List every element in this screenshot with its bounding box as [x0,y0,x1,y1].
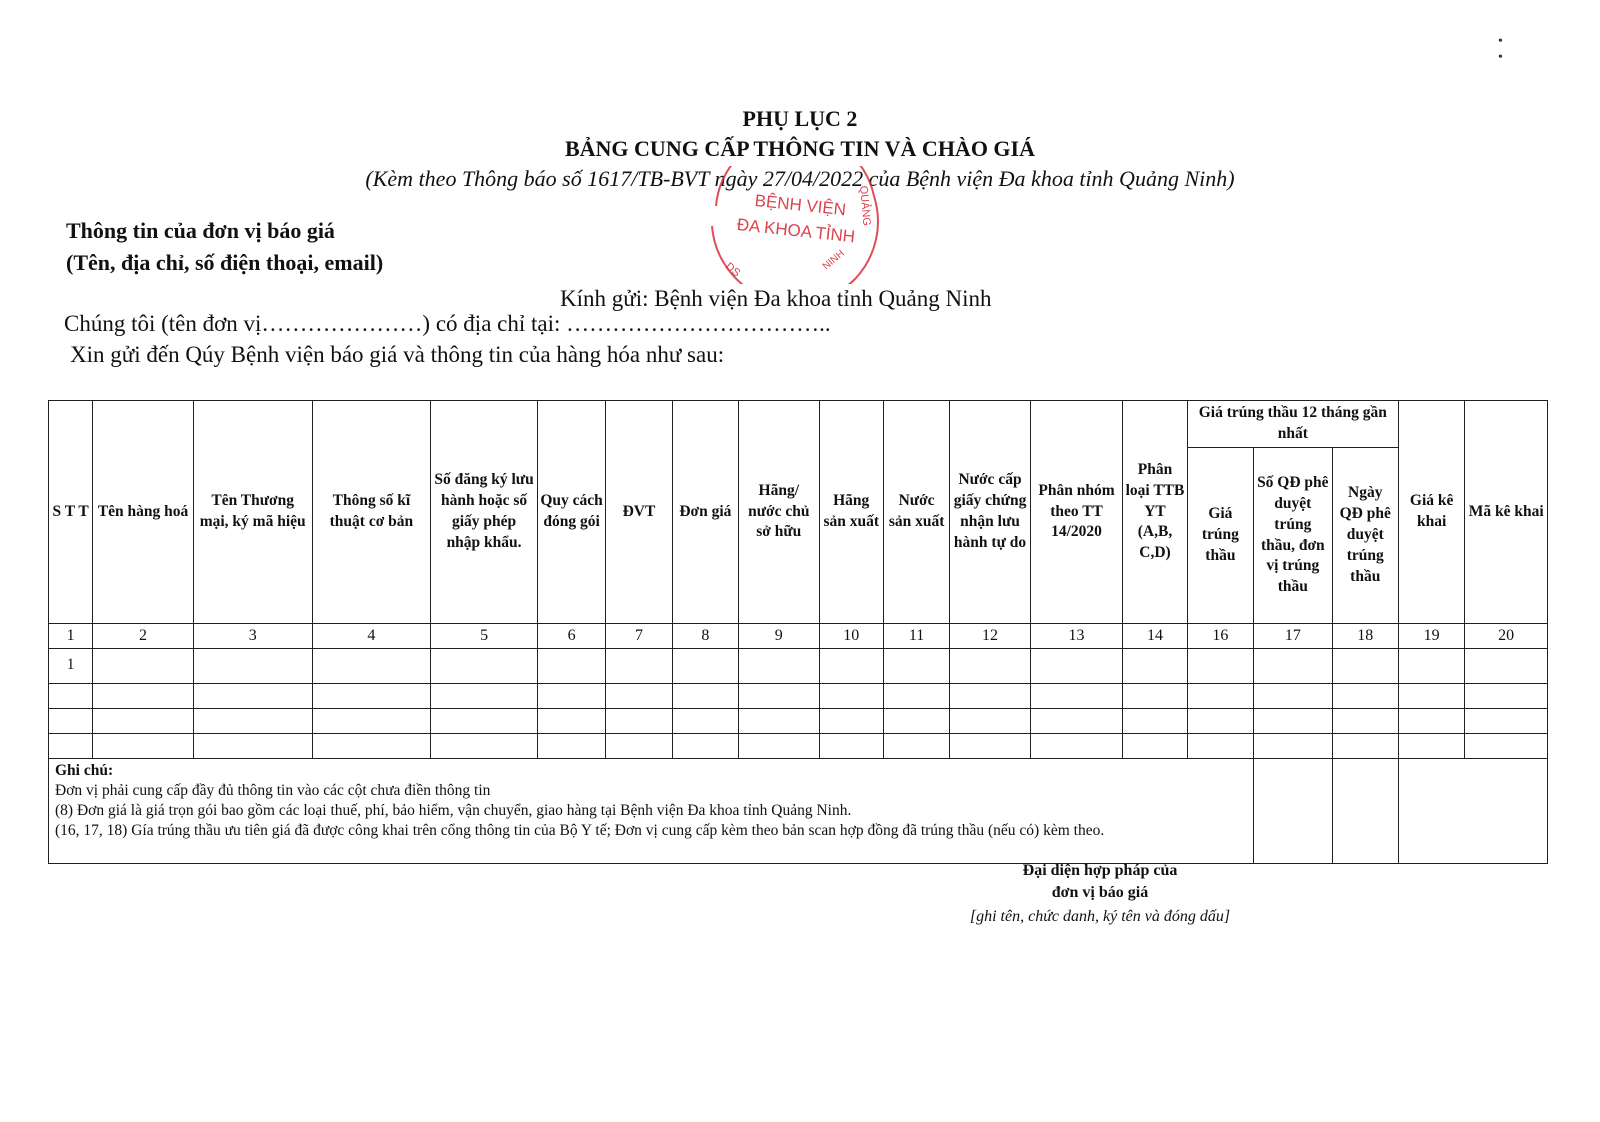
column-number: 16 [1187,624,1253,649]
column-number: 11 [883,624,949,649]
column-number: 4 [312,624,431,649]
header-winning-price-group: Giá trúng thầu 12 tháng gần nhất [1187,401,1398,448]
page-subtitle: (Kèm theo Thông báo số 1617/TB-BVT ngày 27/04/2022 của Bệnh viện Đa khoa tỉnh Quảng Ninh) [365,166,1235,191]
row-stt: 1 [49,648,93,683]
column-number: 9 [739,624,819,649]
column-number-row [49,624,1548,649]
column-number: 7 [606,624,672,649]
header-country-of-manufacture: Nước sản xuất [883,401,949,624]
signature-instruction: [ghi tên, chức danh, ký tên và đóng dấu] [969,908,1231,925]
column-number: 17 [1254,624,1332,649]
hospital-stamp [706,166,882,284]
table-row [49,648,1548,683]
header-free-sale-country: Nước cấp giấy chứng nhận lưu hành tự do [950,401,1030,624]
supplier-info-hint: (Tên, địa chỉ, số điện thoại, email) [66,250,384,275]
column-number: 13 [1030,624,1123,649]
supplier-name-line: Chúng tôi (tên đơn vị…………………) có địa chỉ tại: …………………………….. [64,311,831,336]
column-number: 5 [431,624,538,649]
scan-marks: • • [1498,34,1533,65]
header-product-name: Tên hàng hoá [93,401,194,624]
notes-title: Ghi chú: [55,761,114,779]
column-number: 20 [1465,624,1548,649]
addressee: Kính gửi: Bệnh viện Đa khoa tỉnh Quảng Ninh [560,286,992,311]
header-owner-brand: Hãng/ nước chủ sở hữu [739,401,819,624]
column-number: 3 [193,624,312,649]
column-number: 12 [950,624,1030,649]
note-line: Đơn vị phải cung cấp đầy đủ thông tin vào các cột chưa điền thông tin [55,781,491,799]
note-line: (8) Đơn giá là giá trọn gói bao gồm các loại thuế, phí, bảo hiểm, vận chuyển, giao hàng tại Bệnh viện Đa khoa tỉnh Quảng Ninh. [55,801,852,819]
header-winning-price: Giá trúng thầu [1187,448,1253,624]
header-declaration-code: Mã kê khai [1465,401,1548,624]
quotation-table [48,400,1548,864]
header-row-1 [49,401,1548,448]
header-trade-name: Tên Thương mại, ký mã hiệu [193,401,312,624]
header-award-decision-date: Ngày QĐ phê duyệt trúng thầu [1332,448,1398,624]
column-number: 6 [537,624,605,649]
header-unit: ĐVT [606,401,672,624]
appendix-label: PHỤ LỤC 2 [742,106,858,131]
signature-subtitle: đơn vị báo giá [1051,884,1149,901]
page-title: BẢNG CUNG CẤP THÔNG TIN VÀ CHÀO GIÁ [564,136,1035,161]
header-award-decision-no: Số QĐ phê duyệt trúng thầu, đơn vị trúng thầu [1254,448,1332,624]
table-row [49,683,1548,708]
header-stt: S T T [49,401,93,624]
column-number: 14 [1123,624,1187,649]
stamp-line2: ĐA KHOA TỈNH [735,215,856,247]
header-specs: Thông số kĩ thuật cơ bản [312,401,431,624]
header-manufacturer: Hãng sản xuất [819,401,883,624]
notes-cell [49,758,1254,863]
column-number: 1 [49,624,93,649]
note-line: (16, 17, 18) Gía trúng thầu ưu tiên giá đã được công khai trên cổng thông tin của Bộ Y tế; Đơn vị cung cấp kèm theo bản scan hợp đồng đã trúng thầu (nếu có) kèm theo. [55,822,1105,840]
column-number: 18 [1332,624,1398,649]
stamp-ring-right: QUẢNG [857,185,873,227]
notes-row [49,758,1548,863]
column-number: 8 [672,624,738,649]
intro-line: Xin gửi đến Qúy Bệnh viện báo giá và thông tin của hàng hóa như sau: [70,342,725,367]
supplier-info-label: Thông tin của đơn vị báo giá [66,218,335,243]
column-number: 10 [819,624,883,649]
header-packing: Quy cách đóng gói [537,401,605,624]
stamp-ring-left: DS [723,260,743,280]
header-group: Phân nhóm theo TT 14/2020 [1030,401,1123,624]
stamp-ring-bottom: NINH [820,248,847,273]
table-row [49,708,1548,733]
header-registration-no: Số đăng ký lưu hành hoặc số giấy phép nhập khẩu. [431,401,538,624]
header-unit-price: Đơn giá [672,401,738,624]
header-device-class: Phân loại TTB YT (A,B, C,D) [1123,401,1187,624]
header-declared-price: Giá kê khai [1398,401,1464,624]
column-number: 19 [1398,624,1464,649]
stamp-line1: BỆNH VIỆN [753,190,847,220]
column-number: 2 [93,624,194,649]
table-row [49,733,1548,758]
signature-title: Đại diện hợp pháp của [1022,862,1178,879]
